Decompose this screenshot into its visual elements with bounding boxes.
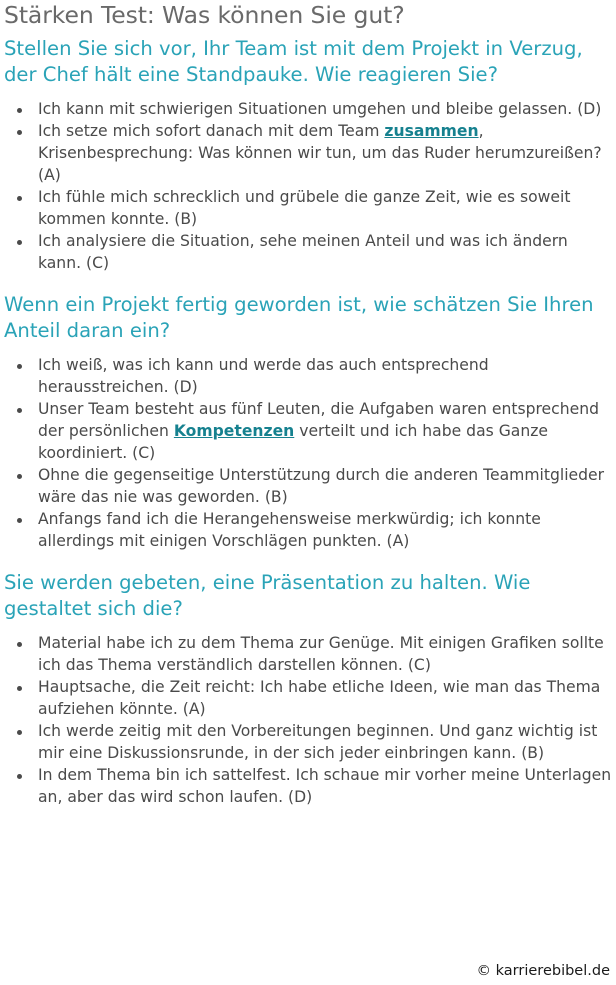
question-section-2 xyxy=(4,292,612,552)
answer-item: Hauptsache, die Zeit reicht: Ich habe etliche Ideen, wie man das Thema aufziehen könnte. (A) xyxy=(4,676,612,720)
answer-item xyxy=(4,120,612,186)
answer-item: Ich weiß, was ich kann und werde das auch entsprechend herausstreichen. (D) xyxy=(4,354,612,398)
answer-item: Ich fühle mich schrecklich und grübele die ganze Zeit, wie es soweit kommen konnte. (B) xyxy=(4,186,612,230)
answer-item: Ich kann mit schwierigen Situationen umgehen und bleibe gelassen. (D) xyxy=(4,98,612,120)
answer-list-1 xyxy=(4,98,612,274)
answer-item: Ich analysiere die Situation, sehe meinen Anteil und was ich ändern kann. (C) xyxy=(4,230,612,274)
question-heading-1: Stellen Sie sich vor, Ihr Team ist mit dem Projekt in Verzug, der Chef hält eine Standpauke. Wie reagieren Sie? xyxy=(4,37,583,86)
answer-text-after-link: verteilt und ich habe das Ganze koordiniert. (C) xyxy=(38,422,549,462)
answer-item: Material habe ich zu dem Thema zur Genüge. Mit einigen Grafiken sollte ich das Thema verständlich darstellen können. (C) xyxy=(4,632,612,676)
answer-item: In dem Thema bin ich sattelfest. Ich schaue mir vorher meine Unterlagen an, aber das wird schon laufen. (D) xyxy=(4,764,612,808)
zusammen-link[interactable]: zusammen xyxy=(384,122,479,140)
document-page xyxy=(4,0,612,808)
copyright-footer: © karrierebibel.de xyxy=(476,963,610,979)
answer-item: Ohne die gegenseitige Unterstützung durch die anderen Teammitglieder wäre das nie was geworden. (B) xyxy=(4,464,612,508)
question-section-3 xyxy=(4,570,612,808)
question-heading-2: Wenn ein Projekt fertig geworden ist, wie schätzen Sie Ihren Anteil daran ein? xyxy=(4,293,594,342)
answer-item: Ich werde zeitig mit den Vorbereitungen beginnen. Und ganz wichtig ist mir eine Diskussionsrunde, in der sich jeder einbringen kann. (B) xyxy=(4,720,612,764)
question-section-1 xyxy=(4,36,612,274)
answer-text-before-link: Ich setze mich sofort danach mit dem Team xyxy=(38,122,385,140)
answer-list-3 xyxy=(4,632,612,808)
answer-item xyxy=(4,398,612,464)
answer-item: Anfangs fand ich die Herangehensweise merkwürdig; ich konnte allerdings mit einigen Vorschlägen punkten. (A) xyxy=(4,508,612,552)
kompetenzen-link[interactable]: Kompetenzen xyxy=(173,422,295,440)
question-heading-3: Sie werden gebeten, eine Präsentation zu halten. Wie gestaltet sich die? xyxy=(4,571,531,620)
answer-text-after-link: , Krisenbesprechung: Was können wir tun, um das Ruder herumzureißen? (A) xyxy=(38,122,602,184)
answer-text-before-link: Unser Team besteht aus fünf Leuten, die Aufgaben waren entsprechend der persönlichen xyxy=(38,400,599,440)
answer-list-2 xyxy=(4,354,612,552)
page-title: Stärken Test: Was können Sie gut? xyxy=(4,1,405,29)
